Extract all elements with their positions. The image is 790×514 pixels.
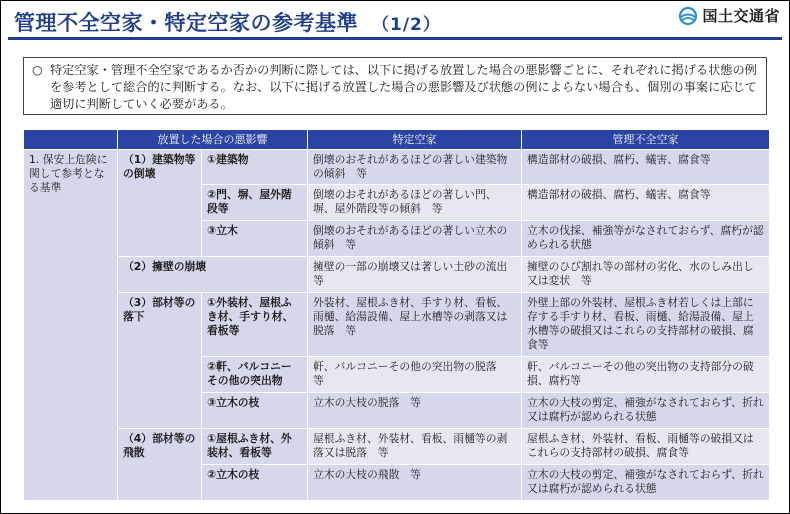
- sub-cell: ①屋根ふき材、外装材、看板等: [202, 429, 308, 465]
- specific-cell: 倒壊のおそれがあるほどの著しい門、塀、屋外階段等の傾斜 等: [308, 185, 522, 221]
- poor-cell: 外壁上部の外装材、屋根ふき材若しくは上部に存する手すり材、看板、雨樋、給湯設備、屋上水槽等の破損又はこれらの支持部材の破損、腐食等: [522, 293, 770, 357]
- page-title-text: 管理不全空家・特定空家の参考基準: [14, 11, 358, 35]
- page-title: [14, 7, 441, 37]
- poor-cell: 軒、バルコニーその他の突出物の支持部分の破損、腐朽等: [522, 357, 770, 393]
- ministry-logo: [678, 5, 780, 26]
- criteria-table: [23, 129, 770, 501]
- sub-cell: ③立木の枝: [202, 393, 308, 429]
- table-row: [24, 150, 770, 185]
- sub-cell: ②軒、バルコニーその他の突出物: [202, 357, 308, 393]
- header-specific: 特定空家: [308, 130, 522, 150]
- specific-cell: 外装材、屋根ふき材、手すり材、看板、雨樋、給湯設備、屋上水槽等の剥落又は脱落 等: [308, 293, 522, 357]
- specific-cell: 立木の大枝の飛散 等: [308, 465, 522, 501]
- sub-cell: ①外装材、屋根ふき材、手すり材、看板等: [202, 293, 308, 357]
- group-cell-collapse: （1）建築物等の倒壊: [118, 150, 202, 257]
- header-poor: 管理不全空家: [522, 130, 770, 150]
- intro-text: 特定空家・管理不全空家であるか否かの判断に際しては、以下に掲げる放置した場合の悪影響ごとに、それぞれに掲げる状態の例を参考として総合的に判断する。なお、以下に掲げる放置した場合の悪影響及び状態の例によらない場合も、個別の事案に応じて適切に判断していく必要がある。: [50, 63, 757, 111]
- bullet-circle: ○: [32, 63, 43, 77]
- sub-cell: ③立木: [202, 221, 308, 257]
- specific-cell: 立木の大枝の脱落 等: [308, 393, 522, 429]
- sub-cell: ②立木の枝: [202, 465, 308, 501]
- specific-cell: 屋根ふき材、外装材、看板、雨樋等の剥落又は脱落 等: [308, 429, 522, 465]
- table-row: [24, 257, 770, 293]
- poor-cell: 立木の大枝の剪定、補強がなされておらず、折れ又は腐朽が認められる状態: [522, 393, 770, 429]
- header-effect: 放置した場合の悪影響: [118, 130, 308, 150]
- sub-cell: ①建築物: [202, 150, 308, 185]
- poor-cell: 構造部材の破損、腐朽、蟻害、腐食等: [522, 150, 770, 185]
- poor-cell: 立木の大枝の剪定、補強がなされておらず、折れ又は腐朽が認められる状態: [522, 465, 770, 501]
- intro-box: [23, 57, 767, 115]
- table-row: [24, 293, 770, 357]
- poor-cell: 立木の伐採、補強等がなされておらず、腐朽が認められる状態: [522, 221, 770, 257]
- poor-cell: 擁壁のひび割れ等の部材の劣化、水のしみ出し又は変状 等: [522, 257, 770, 293]
- category-cell: 1. 保安上危険に関して参考となる基準: [24, 150, 118, 501]
- poor-cell: 屋根ふき材、外装材、看板、雨樋等の破損又はこれらの支持部材の破損、腐食等: [522, 429, 770, 465]
- table-row: [24, 429, 770, 465]
- specific-cell: 倒壊のおそれがあるほどの著しい立木の傾斜 等: [308, 221, 522, 257]
- page-indicator: （1/2）: [372, 15, 441, 35]
- header-blank: [24, 130, 118, 150]
- poor-cell: 構造部材の破損、腐朽、蟻害、腐食等: [522, 185, 770, 221]
- title-underline: [8, 37, 782, 40]
- specific-cell: 擁壁の一部の崩壊又は著しい土砂の流出 等: [308, 257, 522, 293]
- table-header-row: [24, 130, 770, 150]
- group-cell-scatter: （4）部材等の飛散: [118, 429, 202, 501]
- sub-cell: ②門、塀、屋外階段等: [202, 185, 308, 221]
- ministry-name: 国土交通省: [702, 7, 780, 25]
- mlit-logo-icon: [678, 6, 698, 26]
- specific-cell: 軒、バルコニーその他の突出物の脱落 等: [308, 357, 522, 393]
- group-cell-falling: （3）部材等の落下: [118, 293, 202, 429]
- specific-cell: 倒壊のおそれがあるほどの著しい建築物の傾斜 等: [308, 150, 522, 185]
- group-cell-retaining-wall: （2）擁壁の崩壊: [118, 257, 308, 293]
